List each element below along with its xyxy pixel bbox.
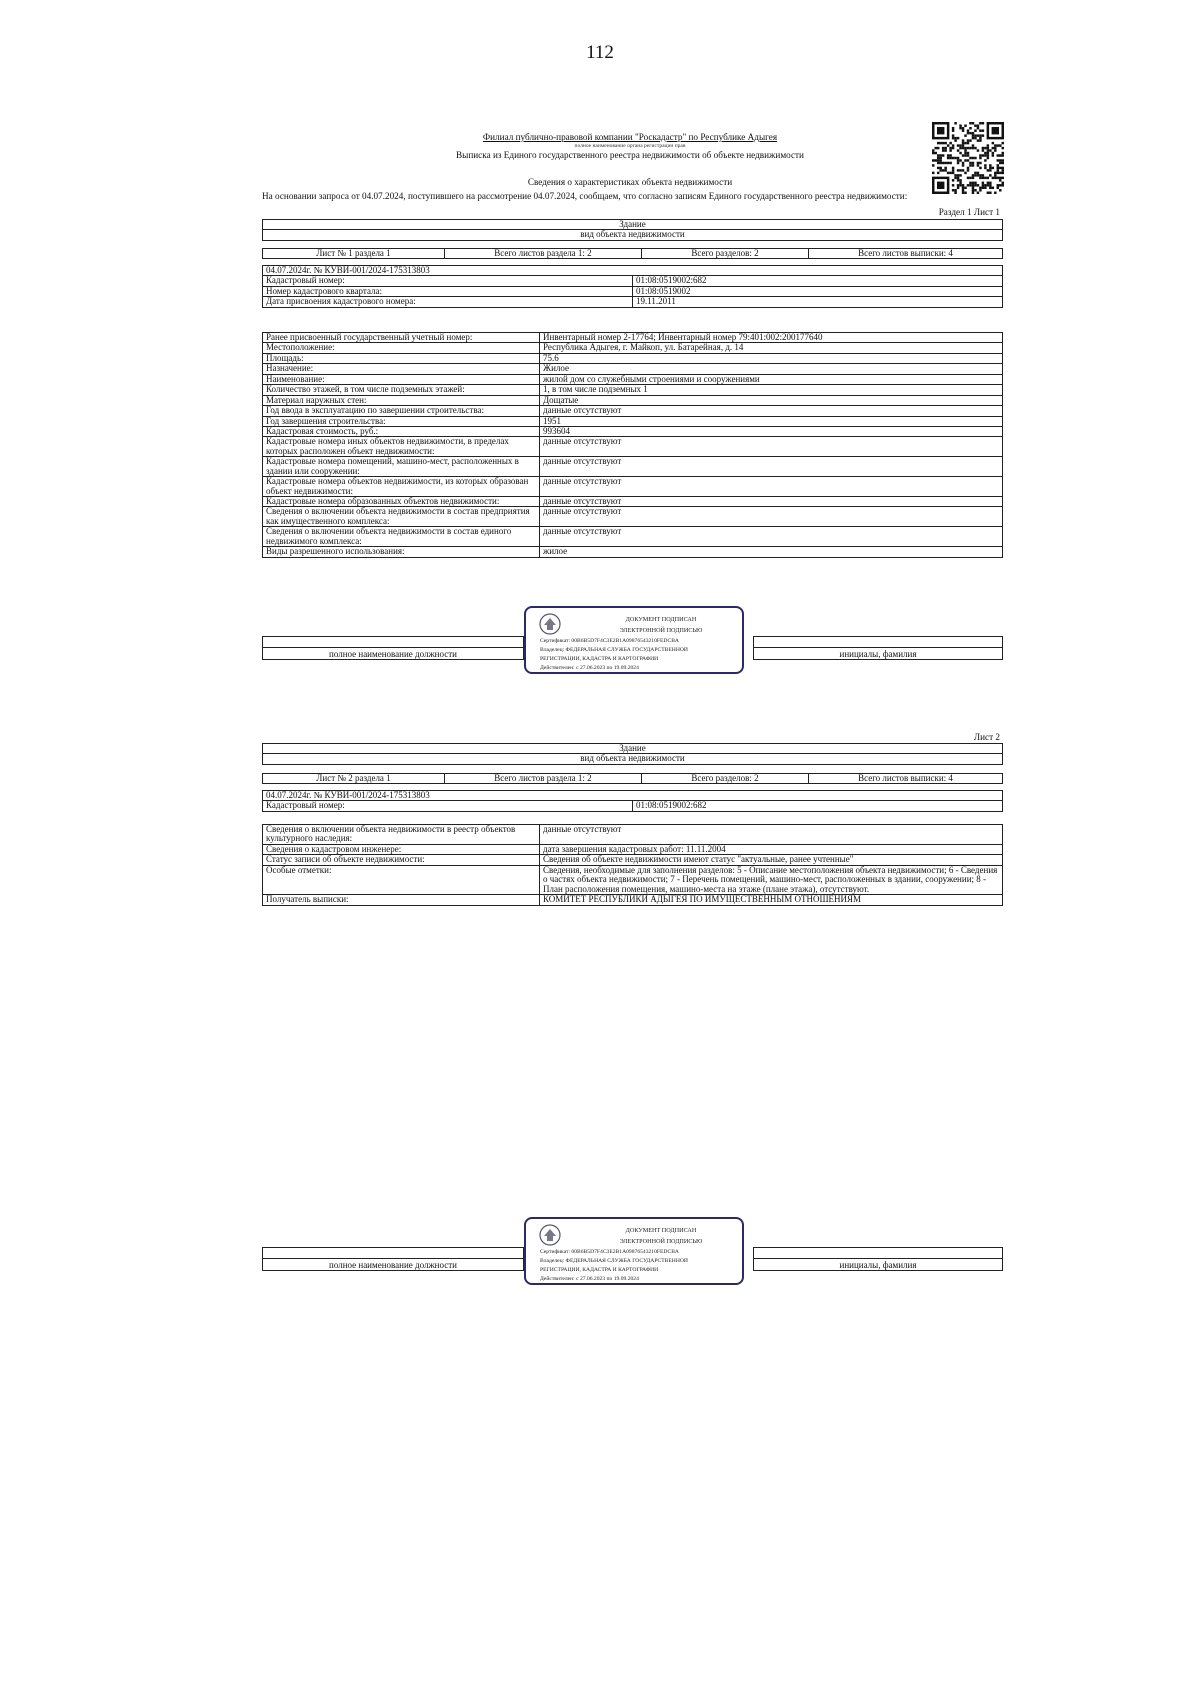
- info-sections: Всего разделов: 2: [642, 249, 809, 259]
- row-value: данные отсутствуют: [540, 825, 1003, 845]
- row-value: Жилое: [540, 364, 1003, 374]
- row-key: Назначение:: [263, 364, 540, 374]
- table-row: [263, 374, 1003, 384]
- table-row: [263, 353, 1003, 363]
- object-type: Здание: [263, 220, 1003, 230]
- row-value: 19.11.2011: [633, 297, 1003, 307]
- stamp-line2: ЭЛЕКТРОННОЙ ПОДПИСЬЮ: [619, 627, 703, 634]
- sheet1-header: [260, 132, 1000, 161]
- row-value: данные отсутствуют: [540, 406, 1003, 416]
- row-key: Кадастровый номер:: [263, 801, 633, 811]
- extract-ref: 04.07.2024г. № КУВИ-001/2024-175313803: [263, 266, 1003, 276]
- info-sheet-no: Лист № 2 раздела 1: [263, 774, 445, 784]
- table-row: [263, 286, 1003, 296]
- table-row: [263, 457, 1003, 477]
- row-value: дата завершения кадастровых работ: 11.11.2004: [540, 844, 1003, 854]
- qr-code: [932, 122, 1004, 194]
- stamp-line2: ЭЛЕКТРОННОЙ ПОДПИСЬЮ: [619, 1238, 703, 1245]
- row-key: Номер кадастрового квартала:: [263, 286, 633, 296]
- row-key: Материал наружных стен:: [263, 395, 540, 405]
- row-key: Кадастровые номера образованных объектов недвижимости:: [263, 497, 540, 507]
- row-value: 1, в том числе подземных 1: [540, 385, 1003, 395]
- table-row: [263, 406, 1003, 416]
- row-key: Год ввода в эксплуатацию по завершении строительства:: [263, 406, 540, 416]
- stamp-owner2: РЕГИСТРАЦИИ, КАДАСТРА И КАРТОГРАФИИ: [540, 1267, 659, 1273]
- info-sheet-no: Лист № 1 раздела 1: [263, 249, 445, 259]
- table-row: [263, 855, 1003, 865]
- table-row: [263, 895, 1003, 905]
- sheet2-info-row: [262, 773, 1003, 784]
- row-value: 01:08:0519002: [633, 286, 1003, 296]
- row-key: Особые отметки:: [263, 865, 540, 894]
- info-total-sheets: Всего листов выписки: 4: [809, 249, 1003, 259]
- position-label: полное наименование должности: [329, 649, 457, 659]
- table-row: [263, 426, 1003, 436]
- row-key: Количество этажей, в том числе подземных этажей:: [263, 385, 540, 395]
- row-key: Кадастровые номера иных объектов недвижимости, в пределах которых расположен объект недвижимости:: [263, 437, 540, 457]
- table-row: [263, 343, 1003, 353]
- table-row: [263, 416, 1003, 426]
- info-total-sheets: Всего листов выписки: 4: [809, 774, 1003, 784]
- table-row: [263, 477, 1003, 497]
- basis-text: На основании запроса от 04.07.2024, поступившего на рассмотрение 04.07.2024, сообщаем, что согласно записям Единого государственного реестра недвижимости:: [262, 191, 908, 201]
- sheet2-label: Лист 2: [973, 732, 1000, 742]
- row-key: Ранее присвоенный государственный учетный номер:: [263, 333, 540, 343]
- sheet1-ident-table: [262, 265, 1003, 308]
- info-sections: Всего разделов: 2: [642, 774, 809, 784]
- row-value: жилой дом со служебными строениями и сооружениями: [540, 374, 1003, 384]
- page-number: 112: [586, 42, 614, 63]
- doc-title: Выписка из Единого государственного реестра недвижимости об объекте недвижимости: [456, 149, 804, 160]
- table-row: [263, 527, 1003, 547]
- section-sheet-label: Раздел 1 Лист 1: [938, 207, 1000, 217]
- row-value: 01:08:0519002:682: [633, 801, 1003, 811]
- table-row: [263, 333, 1003, 343]
- row-value: данные отсутствуют: [540, 527, 1003, 547]
- sheet2-ident-table: [262, 790, 1003, 812]
- table-row: [263, 497, 1003, 507]
- stamp-cert: Сертификат: 00B6B5D7F4C3E2B1A09876543210FEDCBA: [540, 1249, 679, 1255]
- emblem-icon: [538, 612, 562, 636]
- name-box: [753, 636, 1003, 660]
- row-key: Наименование:: [263, 374, 540, 384]
- row-key: Кадастровые номера помещений, машино-мест, расположенных в здании или сооружении:: [263, 457, 540, 477]
- row-value: 01:08:0519002:682: [633, 276, 1003, 286]
- row-value: данные отсутствуют: [540, 497, 1003, 507]
- row-key: Площадь:: [263, 353, 540, 363]
- row-value: 75.6: [540, 353, 1003, 363]
- info-section-sheets: Всего листов раздела 1: 2: [445, 249, 642, 259]
- object-type-caption: вид объекта недвижимости: [263, 754, 1003, 764]
- table-row: [263, 507, 1003, 527]
- table-row: [263, 395, 1003, 405]
- stamp-valid: Действителен: с 27.06.2023 по 19.09.2024: [540, 665, 639, 671]
- object-type: Здание: [263, 744, 1003, 754]
- row-value: данные отсутствуют: [540, 477, 1003, 497]
- row-key: Виды разрешенного использования:: [263, 547, 540, 557]
- row-value: Инвентарный номер 2-17764; Инвентарный номер 79:401:002:200177640: [540, 333, 1003, 343]
- row-value: данные отсутствуют: [540, 507, 1003, 527]
- row-key: Сведения о включении объекта недвижимости в состав предприятия как имущественного комплекса:: [263, 507, 540, 527]
- row-value: КОМИТЕТ РЕСПУБЛИКИ АДЫГЕЯ ПО ИМУЩЕСТВЕННЫМ ОТНОШЕНИЯМ: [540, 895, 1003, 905]
- name-label: инициалы, фамилия: [839, 649, 917, 659]
- row-value: 993604: [540, 426, 1003, 436]
- stamp-cert: Сертификат: 00B6B5D7F4C3E2B1A09876543210FEDCBA: [540, 638, 679, 644]
- row-key: Сведения о включении объекта недвижимости в реестр объектов культурного наследия:: [263, 825, 540, 845]
- row-key: Год завершения строительства:: [263, 416, 540, 426]
- position-box: [262, 636, 524, 660]
- stamp-owner: Владелец: ФЕДЕРАЛЬНАЯ СЛУЖБА ГОСУДАРСТВЕННОЙ: [540, 647, 688, 653]
- row-key: Дата присвоения кадастрового номера:: [263, 297, 633, 307]
- row-value: 1951: [540, 416, 1003, 426]
- row-value: Республика Адыгея, г. Майкоп, ул. Батарейная, д. 14: [540, 343, 1003, 353]
- stamp-line1: ДОКУМЕНТ ПОДПИСАН: [625, 1227, 697, 1234]
- sheet1-info-row: [262, 248, 1003, 259]
- table-row: [263, 276, 1003, 286]
- table-row: [263, 437, 1003, 457]
- section-title: Сведения о характеристиках объекта недвижимости: [527, 177, 733, 187]
- org-caption: полное наименование органа регистрации прав: [574, 143, 686, 150]
- extract-ref: 04.07.2024г. № КУВИ-001/2024-175313803: [263, 791, 1003, 801]
- row-value: Дощатые: [540, 395, 1003, 405]
- org-name: Филиал публично-правовой компании "Роскадастр" по Республике Адыгея: [482, 132, 778, 142]
- emblem-icon: [538, 1223, 562, 1247]
- row-value: данные отсутствуют: [540, 457, 1003, 477]
- e-signature-stamp-1: [524, 606, 744, 674]
- row-key: Кадастровые номера объектов недвижимости, из которых образован объект недвижимости:: [263, 477, 540, 497]
- e-signature-stamp-2: [524, 1217, 744, 1285]
- table-row: [263, 844, 1003, 854]
- table-row: [263, 364, 1003, 374]
- sheet1-object-type-table: [262, 219, 1003, 241]
- row-key: Местоположение:: [263, 343, 540, 353]
- row-value: данные отсутствуют: [540, 437, 1003, 457]
- row-key: Сведения о включении объекта недвижимости в состав единого недвижимого комплекса:: [263, 527, 540, 547]
- sheet2-details-table: [262, 824, 1003, 906]
- object-type-caption: вид объекта недвижимости: [263, 230, 1003, 240]
- sheet2-object-type-table: [262, 743, 1003, 765]
- table-row: [263, 297, 1003, 307]
- table-row: [263, 385, 1003, 395]
- row-key: Кадастровая стоимость, руб.:: [263, 426, 540, 436]
- row-key: Статус записи об объекте недвижимости:: [263, 855, 540, 865]
- position-box: [262, 1247, 524, 1271]
- table-row: [263, 801, 1003, 811]
- name-label: инициалы, фамилия: [839, 1260, 917, 1270]
- row-value: жилое: [540, 547, 1003, 557]
- row-value: Сведения об объекте недвижимости имеют статус "актуальные, ранее учтенные": [540, 855, 1003, 865]
- position-label: полное наименование должности: [329, 1260, 457, 1270]
- sheet1-characteristics-table: [262, 332, 1003, 558]
- row-value: Сведения, необходимые для заполнения разделов: 5 - Описание местоположения объекта недвижимости; 6 - Сведения о частях объекта недвижимости; 7 - Перечень помещений, машино-мест, расположенных в здании, сооружении; 8 - План расположения помещения, машино-места на этаже (плане этажа), отсутствуют.: [540, 865, 1003, 894]
- table-row: [263, 825, 1003, 845]
- info-section-sheets: Всего листов раздела 1: 2: [445, 774, 642, 784]
- stamp-owner2: РЕГИСТРАЦИИ, КАДАСТРА И КАРТОГРАФИИ: [540, 656, 659, 662]
- stamp-line1: ДОКУМЕНТ ПОДПИСАН: [625, 616, 697, 623]
- stamp-valid: Действителен: с 27.06.2023 по 19.09.2024: [540, 1276, 639, 1282]
- stamp-owner: Владелец: ФЕДЕРАЛЬНАЯ СЛУЖБА ГОСУДАРСТВЕННОЙ: [540, 1258, 688, 1264]
- row-key: Сведения о кадастровом инженере:: [263, 844, 540, 854]
- row-key: Получатель выписки:: [263, 895, 540, 905]
- row-key: Кадастровый номер:: [263, 276, 633, 286]
- table-row: [263, 547, 1003, 557]
- table-row: [263, 865, 1003, 894]
- name-box: [753, 1247, 1003, 1271]
